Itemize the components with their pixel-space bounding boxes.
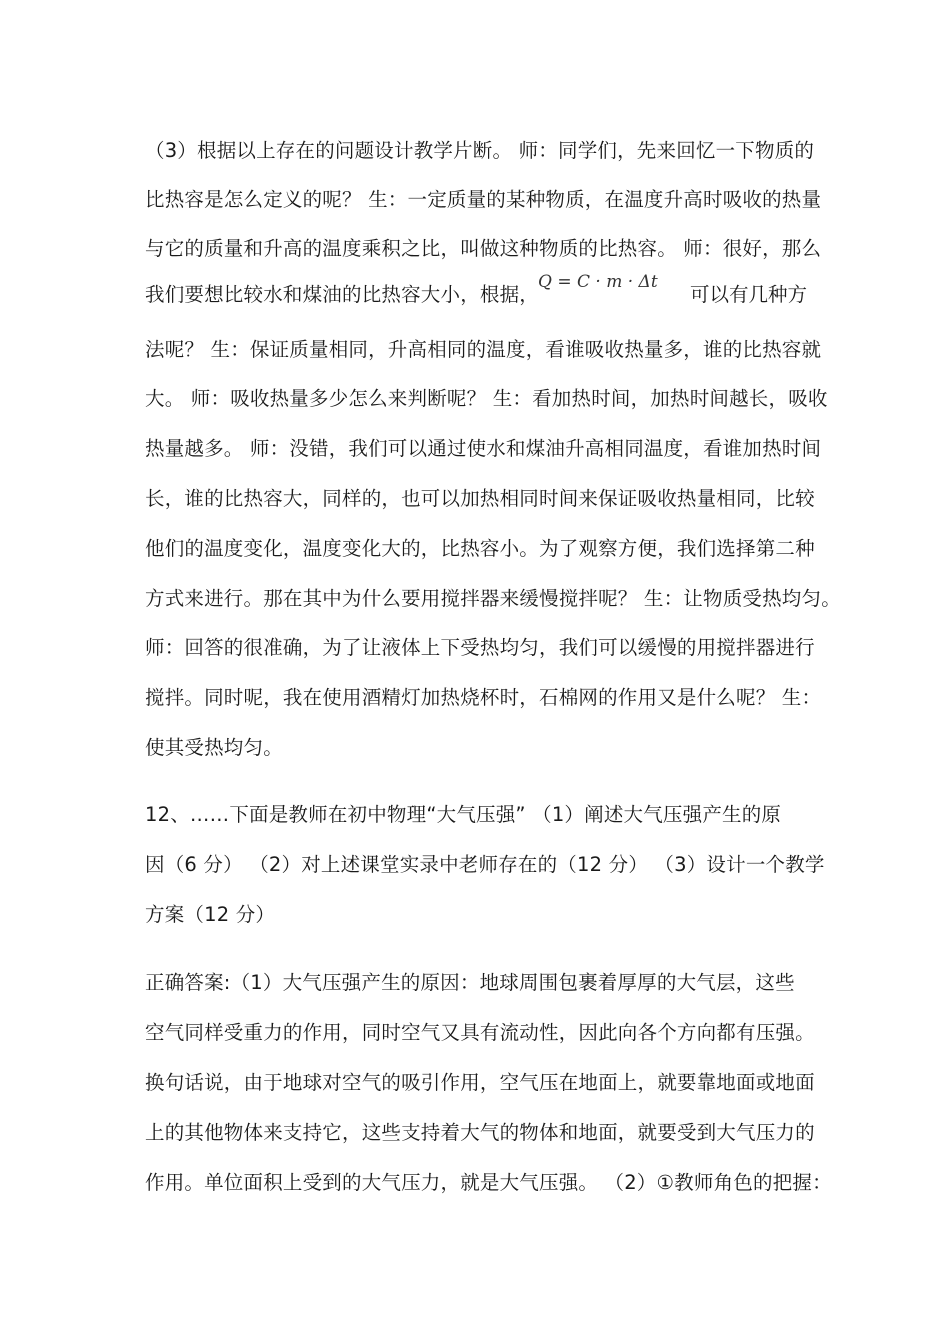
text-line: 热量越多。 师：没错，我们可以通过使水和煤油升高相同温度，看谁加热时间 — [145, 437, 822, 460]
text-line-tail: 可以有几种方 — [690, 283, 808, 306]
specific-heat-formula: Q = C · m · Δt — [538, 272, 658, 292]
text-line: 方式来进行。那在其中为什么要用搅拌器来缓慢搅拌呢？ 生：让物质受热均匀。 — [145, 587, 841, 610]
text-line: 上的其他物体来支持它，这些支持着大气的物体和地面，就要受到大气压力的 — [145, 1121, 815, 1144]
text-line: 使其受热均匀。 — [145, 736, 283, 759]
text-line: 长，谁的比热容大，同样的，也可以加热相同时间来保证吸收热量相同，比较 — [145, 487, 815, 510]
text-line: 他们的温度变化，温度变化大的，比热容小。为了观察方便，我们选择第二种 — [145, 537, 815, 560]
text-line: 比热容是怎么定义的呢？ 生：一定质量的某种物质，在温度升高时吸收的热量 — [145, 188, 822, 211]
text-line: 正确答案:（1）大气压强产生的原因：地球周围包裹着厚厚的大气层，这些 — [145, 971, 795, 994]
text-line: 换句话说，由于地球对空气的吸引作用，空气压在地面上，就要靠地面或地面 — [145, 1071, 815, 1094]
text-line: （3）根据以上存在的问题设计教学片断。 师：同学们，先来回忆一下物质的 — [145, 139, 815, 162]
text-line: 大。 师：吸收热量多少怎么来判断呢？ 生：看加热时间，加热时间越长，吸收 — [145, 387, 828, 410]
text-line: 方案（12 分） — [145, 903, 276, 926]
text-line: 我们要想比较水和煤油的比热容大小，根据， — [145, 283, 540, 306]
text-line: 作用。单位面积上受到的大气压力，就是大气压强。 （2）①教师角色的把握： — [145, 1171, 832, 1194]
text-line: 12、……下面是教师在初中物理“大气压强” （1）阐述大气压强产生的原 — [145, 803, 782, 826]
text-line: 法呢？ 生：保证质量相同，升高相同的温度，看谁吸收热量多，谁的比热容就 — [145, 338, 822, 361]
text-line: 与它的质量和升高的温度乘积之比，叫做这种物质的比热容。 师：很好，那么 — [145, 237, 822, 260]
text-line: 因（6 分） （2）对上述课堂实录中老师存在的（12 分） （3）设计一个教学 — [145, 853, 825, 876]
text-line: 师：回答的很准确，为了让液体上下受热均匀，我们可以缓慢的用搅拌器进行 — [145, 636, 815, 659]
text-line: 空气同样受重力的作用，同时空气又具有流动性，因此向各个方向都有压强。 — [145, 1021, 815, 1044]
text-line: 搅拌。同时呢，我在使用酒精灯加热烧杯时，石棉网的作用又是什么呢？ 生： — [145, 686, 822, 709]
